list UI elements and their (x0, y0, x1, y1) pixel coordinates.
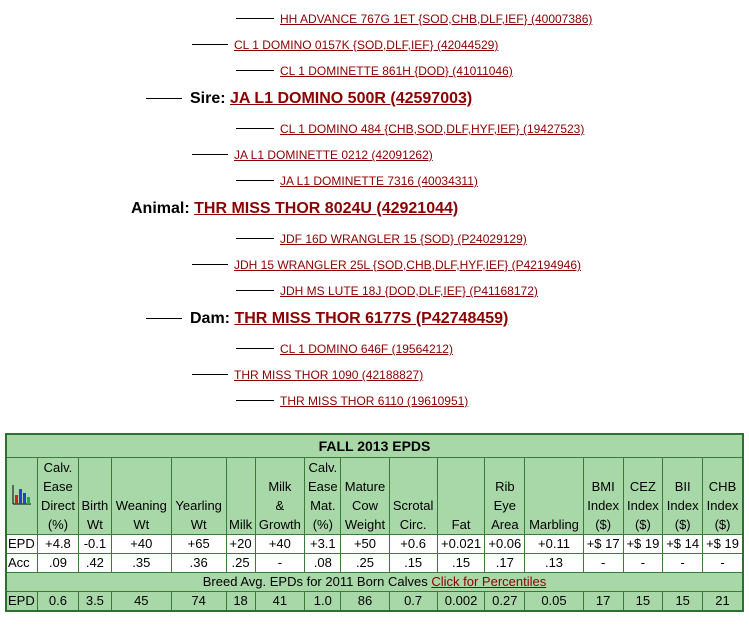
header-text: Wt (133, 517, 150, 532)
sire-link[interactable]: JA L1 DOMINO 500R (42597003) (230, 90, 473, 107)
header-text: ($) (674, 517, 691, 532)
epd-value-cell: +$ 19 (703, 535, 743, 554)
epd-column-header (38, 458, 79, 535)
epd-value-cell: +40 (111, 535, 171, 554)
chart-icon-cell[interactable] (6, 458, 38, 535)
header-text: Yearling (175, 498, 222, 513)
breed-avg-value-cell: 15 (663, 592, 703, 612)
animal-link[interactable]: THR MISS THOR 8024U (42921044) (194, 200, 459, 217)
epd-column-header (525, 458, 584, 535)
header-text: Index (706, 498, 739, 513)
epd-value-cell: +$ 17 (583, 535, 623, 554)
connector-line (236, 180, 274, 181)
breed-avg-value-cell: 74 (171, 592, 226, 612)
pedigree-link-ggs4[interactable]: CL 1 DOMINO 646F (19564212) (280, 342, 453, 356)
epd-value-cell: +50 (341, 535, 389, 554)
breed-avg-value-cell: 41 (255, 592, 305, 612)
epd-column-header (583, 458, 623, 535)
header-text: Wt (190, 517, 207, 532)
epd-value-cell: +0.6 (389, 535, 437, 554)
pedigree-link-ggs3[interactable]: JDF 16D WRANGLER 15 {SOD} (P24029129) (280, 232, 527, 246)
header-text: Ease (308, 479, 338, 494)
epd-column-header (171, 458, 226, 535)
acc-value-cell: .08 (305, 554, 341, 573)
epd-column-header (226, 458, 255, 535)
sire-label: Sire: (190, 90, 226, 107)
header-text: Direct (40, 498, 75, 513)
dam-link[interactable]: THR MISS THOR 6177S (P42748459) (234, 310, 509, 327)
connector-line (236, 18, 274, 19)
header-text: Mat. (310, 498, 336, 513)
pedigree-row-animal (131, 199, 458, 219)
pedigree-row-gs2 (192, 256, 581, 274)
header-text: Weight (344, 517, 386, 532)
header-text: Calv. (43, 460, 73, 475)
epd-header-row (6, 458, 743, 535)
breed-avg-value-cell: 15 (623, 592, 663, 612)
breed-avg-value-cell: 17 (583, 592, 623, 612)
acc-value-cell: .36 (171, 554, 226, 573)
connector-line (236, 348, 274, 349)
header-text: BII (674, 479, 691, 494)
breed-avg-value-cell: 86 (341, 592, 389, 612)
breed-avg-text: Breed Avg. EPDs for 2011 Born Calves (202, 574, 432, 589)
header-text: Calv. (308, 460, 338, 475)
epd-column-header (389, 458, 437, 535)
epd-column-header (485, 458, 525, 535)
header-text: CHB (708, 479, 737, 494)
epd-value-cell: +0.11 (525, 535, 584, 554)
header-text: Milk (268, 479, 292, 494)
pedigree-row-sire (146, 89, 472, 109)
acc-value-cell: .15 (389, 554, 437, 573)
header-text: CEZ (629, 479, 656, 494)
epd-value-cell: +3.1 (305, 535, 341, 554)
acc-value-cell: - (623, 554, 663, 573)
pedigree-link-ggd3[interactable]: JDH MS LUTE 18J {DOD,DLF,IEF} (P41168172) (280, 284, 538, 298)
connector-line (192, 44, 228, 45)
pedigree-link-ggd2[interactable]: JA L1 DOMINETTE 7316 (40034311) (280, 174, 478, 188)
pedigree-row-gs1 (192, 36, 498, 54)
header-text: Wt (86, 517, 103, 532)
header-text: ($) (595, 517, 612, 532)
epd-row-label: EPD (6, 535, 38, 554)
breed-avg-value-cell: 0.7 (389, 592, 437, 612)
breed-avg-row (6, 573, 743, 592)
epd-value-cell: +4.8 (38, 535, 79, 554)
avg-row-label: EPD (6, 592, 38, 612)
acc-value-cell: .42 (78, 554, 111, 573)
pedigree-link-gd1[interactable]: JA L1 DOMINETTE 0212 (42091262) (234, 148, 433, 162)
header-text: BMI (591, 479, 615, 494)
bar-chart-icon[interactable] (12, 483, 32, 510)
acc-row-label: Acc (6, 554, 38, 573)
epd-value-cell: +$ 19 (623, 535, 663, 554)
pedigree-row-ggd4 (236, 392, 468, 410)
header-text: Circ. (399, 517, 427, 532)
header-text: Birth (81, 498, 109, 513)
epd-column-header (623, 458, 663, 535)
pedigree-row-gd2 (192, 366, 423, 384)
breed-avg-value-cell: 45 (111, 592, 171, 612)
epd-value-cell: +0.021 (437, 535, 485, 554)
breed-avg-value-cell: 21 (703, 592, 743, 612)
header-text: ($) (634, 517, 651, 532)
header-text: Eye (493, 498, 517, 513)
pedigree-link-gs1[interactable]: CL 1 DOMINO 0157K {SOD,DLF,IEF} (42044529) (234, 38, 499, 52)
acc-value-cell: .35 (111, 554, 171, 573)
acc-value-cell: - (663, 554, 703, 573)
animal-label: Animal: (131, 200, 190, 217)
header-text: Index (627, 498, 659, 513)
epd-value-cell: +40 (255, 535, 305, 554)
epd-panel (5, 433, 744, 612)
connector-line (146, 98, 182, 99)
connector-line (146, 318, 182, 319)
acc-value-cell: - (255, 554, 305, 573)
header-text: (%) (312, 517, 333, 532)
breed-avg-value-cell: 0.002 (437, 592, 485, 612)
header-text: Fat (451, 517, 471, 532)
pedigree-row-ggs3 (236, 230, 527, 248)
epd-column-header (305, 458, 341, 535)
connector-line (236, 400, 274, 401)
pedigree-link-gd2[interactable]: THR MISS THOR 1090 (42188827) (234, 368, 424, 382)
acc-value-cell: .17 (485, 554, 525, 573)
breed-avg-value-cell: 18 (226, 592, 255, 612)
header-text: (%) (47, 517, 69, 532)
acc-value-cell: - (583, 554, 623, 573)
epd-column-header (703, 458, 743, 535)
pedigree-link-ggd4[interactable]: THR MISS THOR 6110 (19610951) (280, 394, 469, 408)
acc-values-row (6, 554, 743, 573)
percentiles-link[interactable]: Click for Percentiles (431, 574, 547, 589)
header-text: Index (666, 498, 699, 513)
epd-column-header (111, 458, 171, 535)
epd-column-header (341, 458, 389, 535)
header-text: Scrotal (392, 498, 434, 513)
epd-value-cell: +20 (226, 535, 255, 554)
header-text: & (275, 498, 285, 513)
pedigree-row-dam (146, 309, 508, 329)
dam-label: Dam: (190, 310, 231, 327)
breed-avg-values-row (6, 592, 743, 612)
epd-column-header (663, 458, 703, 535)
acc-value-cell: - (703, 554, 743, 573)
acc-value-cell: .25 (226, 554, 255, 573)
pedigree-link-ggs2[interactable]: CL 1 DOMINO 484 {CHB,SOD,DLF,HYF,IEF} (19427523) (280, 122, 585, 136)
epd-value-cell: +0.06 (485, 535, 525, 554)
connector-line (192, 264, 228, 265)
connector-line (236, 70, 274, 71)
breed-avg-value-cell: 0.05 (525, 592, 584, 612)
epd-value-cell: +65 (171, 535, 226, 554)
pedigree-row-gd1 (192, 146, 433, 164)
header-text: ($) (714, 517, 731, 532)
pedigree-row-ggs2 (236, 120, 584, 138)
acc-value-cell: .09 (38, 554, 79, 573)
header-text: Cow (351, 498, 378, 513)
connector-line (236, 128, 274, 129)
epd-column-header (255, 458, 305, 535)
epd-value-cell: -0.1 (78, 535, 111, 554)
pedigree-link-ggs1[interactable]: HH ADVANCE 767G 1ET {SOD,CHB,DLF,IEF} (40007386) (280, 12, 593, 26)
epd-table-title: FALL 2013 EPDS (6, 434, 743, 458)
breed-avg-value-cell: 0.27 (485, 592, 525, 612)
breed-avg-value-cell: 0.6 (38, 592, 79, 612)
acc-value-cell: .25 (341, 554, 389, 573)
pedigree-link-gs2[interactable]: JDH 15 WRANGLER 25L {SOD,CHB,DLF,HYF,IEF} (P42194946) (234, 258, 582, 272)
pedigree-link-ggd1[interactable]: CL 1 DOMINETTE 861H {DOD} (41011046) (280, 64, 513, 78)
header-text: Weaning (115, 498, 167, 513)
epd-values-row (6, 535, 743, 554)
breed-avg-value-cell: 3.5 (78, 592, 111, 612)
epd-column-header (437, 458, 485, 535)
connector-line (192, 374, 228, 375)
header-text: Marbling (529, 517, 579, 532)
pedigree-row-ggd2 (236, 172, 478, 190)
header-text: Index (587, 498, 620, 513)
header-text: Area (491, 517, 519, 532)
pedigree-row-ggd1 (236, 62, 513, 80)
acc-value-cell: .15 (437, 554, 485, 573)
connector-line (192, 154, 228, 155)
epd-column-header (78, 458, 111, 535)
epd-value-cell: +$ 14 (663, 535, 703, 554)
header-text: Rib (495, 479, 515, 494)
pedigree-row-ggs1 (236, 10, 592, 28)
connector-line (236, 238, 274, 239)
pedigree-row-ggs4 (236, 340, 453, 358)
connector-line (236, 290, 274, 291)
breed-avg-value-cell: 1.0 (305, 592, 341, 612)
pedigree-row-ggd3 (236, 282, 538, 300)
header-text: Milk (229, 517, 253, 532)
epd-table (5, 433, 744, 612)
header-text: Growth (258, 517, 301, 532)
header-text: Mature (344, 479, 386, 494)
acc-value-cell: .13 (525, 554, 584, 573)
header-text: Ease (43, 479, 73, 494)
